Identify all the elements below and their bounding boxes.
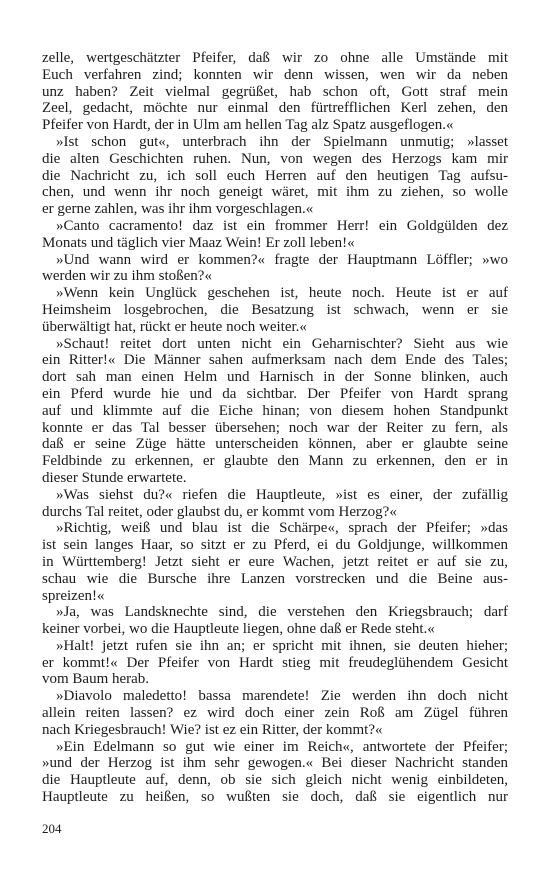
text-line: »Wenn kein Unglück geschehen ist, heute noch. Heute ist er auf	[56, 285, 508, 302]
text-line: spreizen!«	[42, 587, 105, 604]
text-line: Hauptleute zu heißen, so wußten sie doch, daß sie eigentlich nur	[42, 789, 508, 806]
text-line: »Und wann wird er kommen?« fragte der Hauptmann Löffler; »wo	[56, 251, 508, 268]
text-line: durchs Tal reitet, oder glaubst du, er kommt vom Herzog?«	[42, 503, 397, 520]
text-line: »und der Herzog ist ihm sehr gewogen.« Bei dieser Nachricht standen	[42, 755, 508, 772]
text-line: »Ja, was Landsknechte sind, die verstehen den Kriegsbrauch; darf	[56, 604, 508, 621]
body-text	[42, 50, 508, 806]
text-line: konnte er das Tal besser übersehen; noch war der Reiter zu fern, als	[42, 419, 508, 436]
text-line: in Württemberg! Jetzt sieht er eure Wachen, jetzt reitet er auf sie zu,	[42, 553, 508, 570]
text-line: er gerne zahlen, was ihr ihm vorgeschlagen.«	[42, 201, 314, 218]
text-line: »Ist schon gut«, unterbrach ihn der Spielmann unmutig; »lasset	[56, 133, 508, 150]
text-line: Monats und täglich vier Maaz Wein! Er zoll leben!«	[42, 234, 355, 251]
text-line: Heimsheim losgebrochen, die Besatzung ist schwach, wenn er sie	[42, 301, 508, 318]
text-line: ein Ritter!« Die Männer sahen aufmerksam nach dem Ende des Tales;	[42, 352, 508, 369]
page-number: 204	[42, 821, 62, 836]
paragraph	[42, 218, 508, 252]
text-line: er kommt!« Der Pfeifer von Hardt stieg mit freudeglühendem Gesicht	[42, 654, 508, 671]
text-line: ist sein langes Haar, so sitzt er zu Pferd, ei du Goldjunge, willkommen	[42, 537, 508, 554]
text-line: »Schaut! reitet dort unten nicht ein Geharnischter? Sieht aus wie	[56, 335, 508, 352]
paragraph	[42, 134, 508, 218]
paragraph	[42, 520, 508, 604]
text-line: »Was siehst du?« riefen die Hauptleute, »ist es einer, der zufällig	[56, 486, 508, 503]
text-line: die Hauptleute auf, denn, ob sie sich gleich nicht wenig einbildeten,	[42, 772, 508, 789]
text-line: die Nachricht zu, ich soll euch Herren auf den heutigen Tag aufsu-	[42, 167, 508, 184]
text-line: ein Pferd wurde hie und da sichtbar. Der Pfeifer von Hardt sprang	[42, 385, 508, 402]
text-line: vom Baum herab.	[42, 671, 150, 688]
text-line: Feldbinde zu erkennen, er glaubte den Mann zu erkennen, den er in	[42, 453, 508, 470]
text-line: Pfeifer von Hardt, der in Ulm am hellen Tag alz Spatz ausgeflogen.«	[42, 117, 454, 134]
text-line: keiner vorbei, wo die Hauptleute liegen, ohne daß er Rede steht.«	[42, 621, 435, 638]
text-line: schau wie die Bursche ihre Lanzen vorstrecken und die Beine aus-	[42, 570, 508, 587]
text-line: unz haben? Zeit vielmal gegrüßet, hab schon oft, Gott straf mein	[42, 83, 508, 100]
paragraph	[42, 688, 508, 738]
paragraph	[42, 638, 508, 688]
paragraph	[42, 487, 508, 521]
text-line: werden wir zu ihm stoßen?«	[42, 268, 212, 285]
text-line: Zeel, gedacht, möchte nur einmal den fürtrefflichen Kerl zehen, den	[42, 100, 508, 117]
paragraph	[42, 252, 508, 286]
text-line: allein reiten lassen? ez wird doch einer zein Roß am Zügel führen	[42, 705, 508, 722]
text-line: »Richtig, weiß und blau ist die Schärpe«, sprach der Pfeifer; »das	[56, 520, 508, 537]
text-line: überwältigt hat, rückt er heute noch weiter.«	[42, 318, 307, 335]
text-line: dort sah man einen Helm und Harnisch in der Sonne blinken, auch	[42, 369, 508, 386]
text-line: daß er seine Züge hätte unterscheiden können, aber er glaubte seine	[42, 436, 508, 453]
text-line: chen, und wenn ihr noch geneigt wäret, mit ihm zu ziehen, so wolle	[42, 184, 508, 201]
text-line: »Halt! jetzt rufen sie ihn an; er spricht mit ihnen, sie deuten hieher;	[56, 637, 508, 654]
paragraph	[42, 50, 508, 134]
text-line: auf und klimmte auf die Eiche hinan; von diesem hohen Standpunkt	[42, 402, 508, 419]
text-line: »Canto cacramento! daz ist ein frommer Herr! ein Goldgülden dez	[56, 217, 508, 234]
paragraph	[42, 604, 508, 638]
text-line: »Ein Edelmann so gut wie einer im Reich«, antwortete der Pfeifer;	[56, 738, 508, 755]
text-line: die alten Geschichten ruhen. Nun, von wegen des Herzogs kam mir	[42, 150, 508, 167]
text-line: dieser Stunde erwartete.	[42, 469, 187, 486]
paragraph	[42, 285, 508, 335]
paragraph	[42, 336, 508, 487]
text-line: Euch verfahren zind; konnten wir denn wissen, wen wir da neben	[42, 66, 508, 83]
paragraph	[42, 739, 508, 806]
text-line: »Diavolo maledetto! bassa marendete! Zie werden ihn doch nicht	[56, 688, 508, 705]
text-line: zelle, wertgeschätzter Pfeifer, daß wir zo ohne alle Umstände mit	[42, 50, 508, 66]
text-line: nach Kriegesbrauch! Wie? ist ez ein Ritter, der kommt?«	[42, 721, 383, 738]
